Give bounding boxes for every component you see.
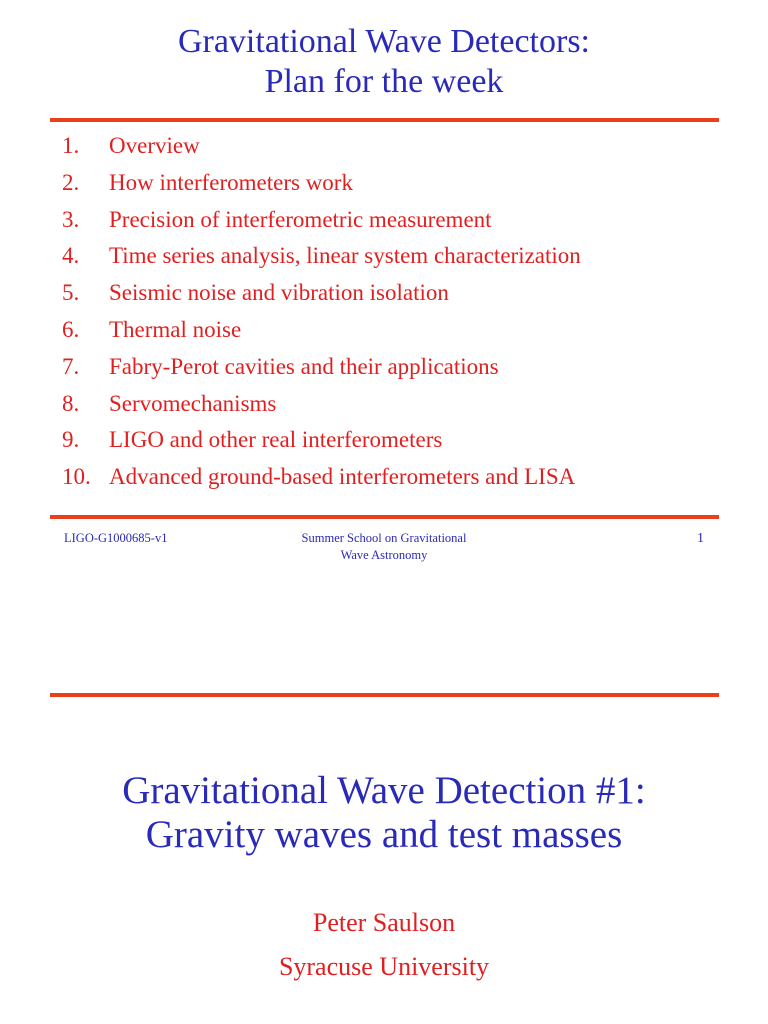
agenda-item-text: Precision of interferometric measurement [109, 206, 492, 232]
agenda-item-number: 1. [62, 133, 80, 158]
agenda-item-text: Advanced ground-based interferometers and LISA [109, 464, 576, 490]
agenda-item-number: 9. [62, 427, 80, 453]
agenda-item [62, 202, 581, 239]
agenda-item [62, 128, 581, 165]
agenda-item-text: Overview [109, 133, 200, 158]
agenda-item-number: 5. [62, 280, 80, 306]
slide1-title [0, 22, 768, 102]
agenda-item [62, 312, 581, 349]
agenda-item-text: Servomechanisms [109, 390, 277, 416]
footer-event-line1: Summer School on Gravitational [301, 531, 467, 545]
agenda-item-number: 6. [62, 316, 80, 342]
author-name: Peter Saulson [312, 908, 456, 937]
footer-event [254, 530, 514, 564]
agenda-item-number: 3. [62, 206, 80, 232]
slide1-title-line2: Plan for the week [264, 63, 504, 100]
slide2-top-rule [50, 693, 719, 697]
agenda-item-number: 8. [62, 390, 80, 416]
agenda-item [62, 275, 581, 312]
agenda-list [62, 128, 581, 496]
slide1-title-line1: Gravitational Wave Detectors: [177, 23, 591, 60]
agenda-item [62, 459, 581, 496]
agenda-item [62, 349, 581, 386]
slide1-top-rule [50, 118, 719, 122]
agenda-item [62, 422, 581, 459]
slide2-title [0, 769, 768, 857]
agenda-item-number: 7. [62, 353, 80, 379]
slide1-bottom-rule [50, 515, 719, 519]
slide2-title-line2: Gravity waves and test masses [145, 813, 623, 856]
agenda-item-number: 10. [62, 464, 91, 490]
agenda-item [62, 165, 581, 202]
slide2-title-line1: Gravitational Wave Detection #1: [122, 769, 646, 812]
agenda-item-text: Fabry-Perot cavities and their applications [109, 353, 499, 379]
agenda-item-text: Thermal noise [109, 316, 242, 342]
agenda-item [62, 238, 581, 275]
footer-event-line2: Wave Astronomy [340, 548, 428, 562]
agenda-item-number: 2. [62, 169, 80, 195]
agenda-item-text: How interferometers work [109, 169, 353, 195]
author-affiliation: Syracuse University [278, 952, 490, 981]
agenda-item-number: 4. [62, 243, 80, 269]
agenda-item-text: Seismic noise and vibration isolation [109, 280, 449, 306]
footer-page-number: 1 [697, 531, 704, 546]
agenda-item-text: LIGO and other real interferometers [109, 427, 443, 453]
agenda-item-text: Time series analysis, linear system characterization [109, 243, 581, 269]
footer-doc-id: LIGO-G1000685-v1 [64, 531, 168, 545]
agenda-item [62, 386, 581, 423]
